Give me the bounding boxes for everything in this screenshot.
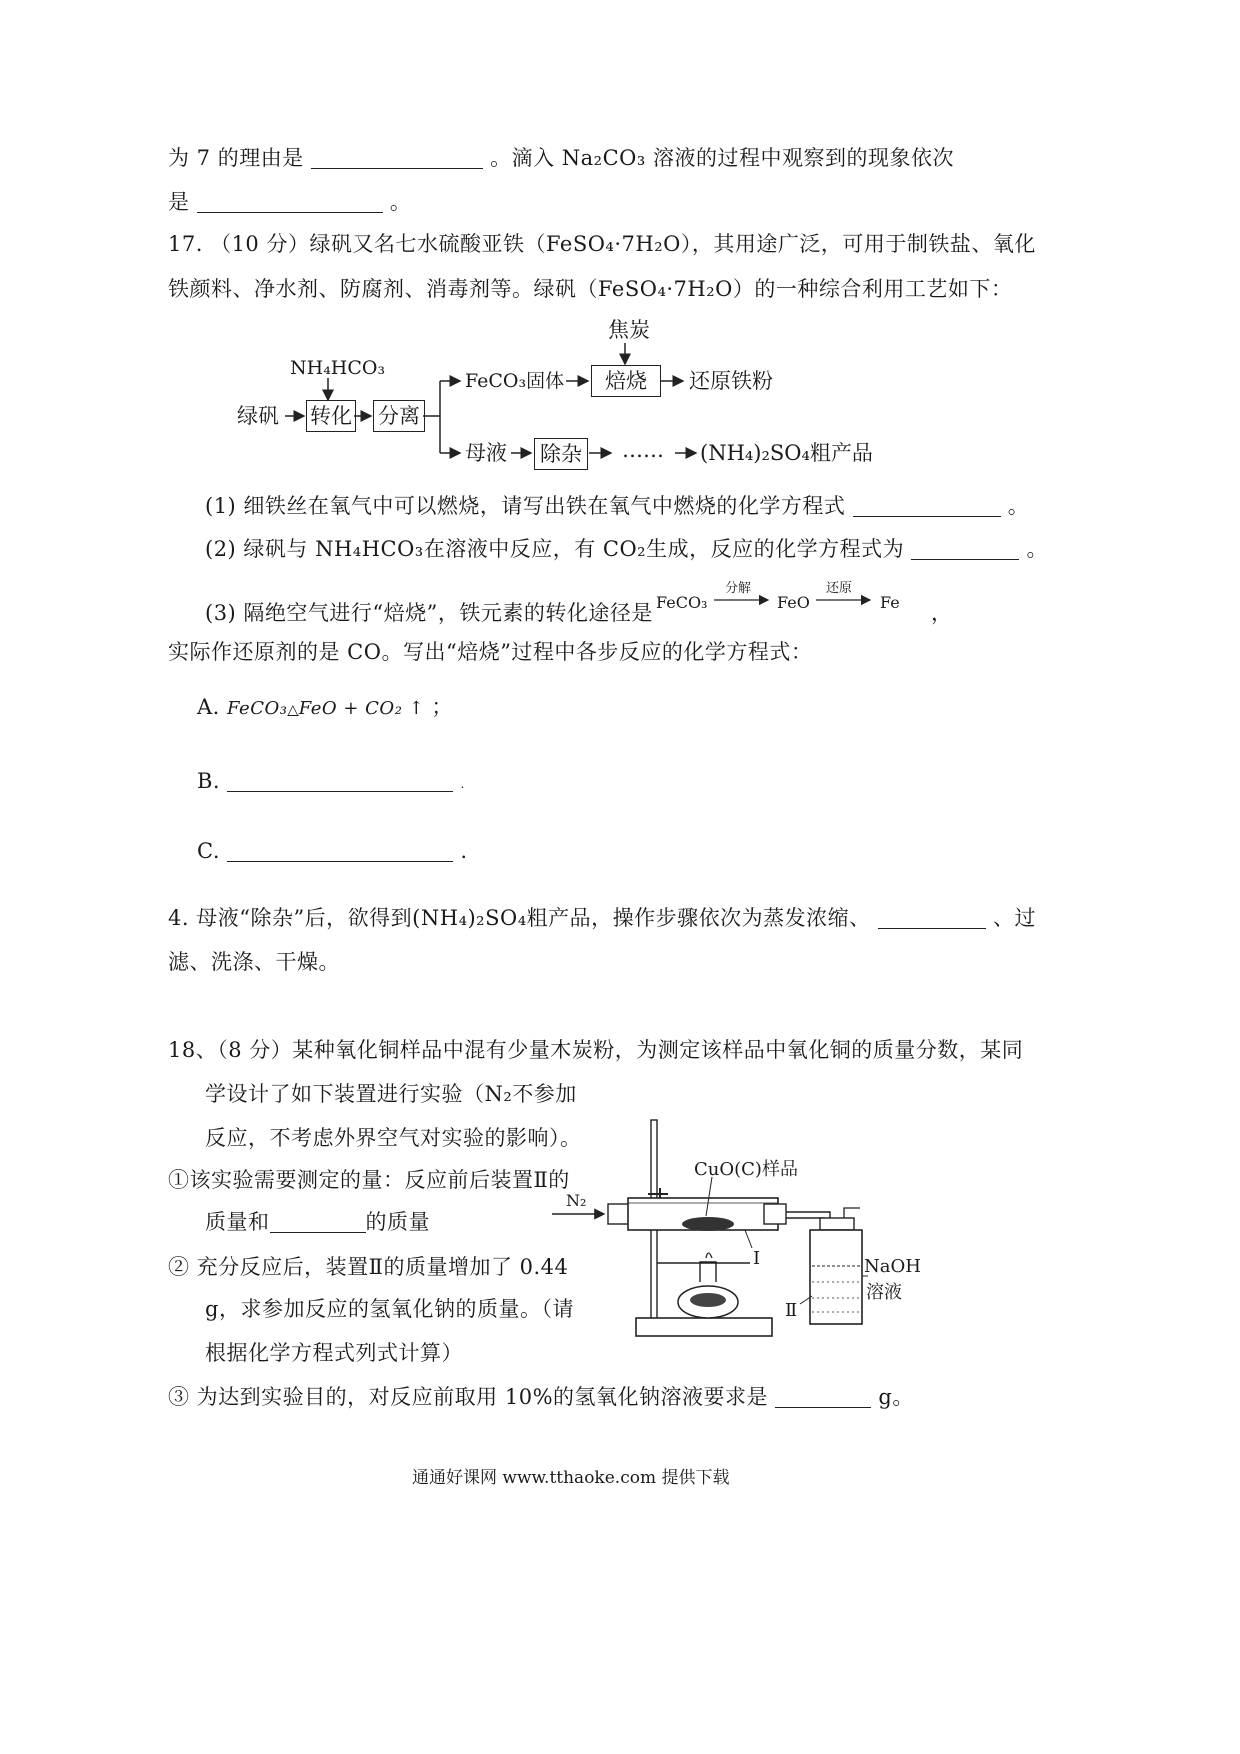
equation-b-end: . xyxy=(460,777,465,791)
q17-part4-line2: 滤、洗涤、干燥。 xyxy=(168,950,340,974)
q17-part1-text: (1) 细铁丝在氧气中可以燃烧，请写出铁在氧气中燃烧的化学方程式 xyxy=(205,494,846,518)
equation-a-lhs: FeCO₃ xyxy=(227,698,288,719)
q17-part3-comma: ， xyxy=(931,601,953,625)
q16-text: 。滴入 Na₂CO₃ 溶液的过程中观察到的现象依次 xyxy=(490,146,954,170)
q18-step1-text: 质量和 xyxy=(205,1210,270,1234)
flow-box-roast: 焙烧 xyxy=(591,365,661,397)
q16-text: 为 7 的理由是 xyxy=(168,146,304,170)
page-footer: 通通好课网 www.tthaoke.com 提供下载 xyxy=(412,1468,730,1488)
equation-a-rhs: FeO + CO₂ ↑ xyxy=(298,698,425,719)
flow-box-purify: 除杂 xyxy=(534,438,588,470)
bottle-stopper xyxy=(820,1218,854,1230)
chain-species-1: FeCO₃ xyxy=(656,593,708,612)
label-I-pointer xyxy=(745,1230,752,1248)
q17-part2-end: 。 xyxy=(1026,537,1048,561)
label-II: Ⅱ xyxy=(785,1300,798,1321)
flow-branch-bottom: 母液 xyxy=(465,441,507,465)
lamp-fuel xyxy=(690,1293,726,1307)
q17-part4-text-end: 、过 xyxy=(993,906,1036,930)
stand-base xyxy=(636,1318,772,1336)
lamp-wick-holder xyxy=(700,1262,716,1282)
q18-step2-line3: 根据化学方程式列式计算） xyxy=(205,1341,463,1365)
reagent-label-1: NaOH xyxy=(864,1256,921,1277)
q18-step2-line2: g，求参加反应的氢氧化钠的质量。（请 xyxy=(205,1297,574,1321)
q17-part1-end: 。 xyxy=(1007,494,1030,518)
flow-product-bottom: (NH₄)₂SO₄粗产品 xyxy=(700,441,873,465)
label-I: Ⅰ xyxy=(753,1248,761,1269)
inlet-stopper xyxy=(608,1204,630,1224)
gas-label: N₂ xyxy=(566,1191,587,1210)
q18-intro-line3: 反应，不考虑外界空气对实验的影响）。 xyxy=(205,1126,582,1150)
reagent-label-2: 溶液 xyxy=(866,1282,902,1303)
sample-label: CuO(C)样品 xyxy=(694,1159,798,1180)
q17-part3-line2: 实际作还原剂的是 CO。写出“焙烧”过程中各步反应的化学方程式： xyxy=(168,640,813,664)
q18-step1-line1: ①该实验需要测定的量：反应前后装置Ⅱ的 xyxy=(168,1168,570,1192)
q16-text: 。 xyxy=(389,190,412,214)
flow-branch-top: FeCO₃固体 xyxy=(465,370,565,392)
equation-b-label: B. xyxy=(197,769,221,793)
q18-step1-text-end: 的质量 xyxy=(365,1210,430,1234)
chain-label-1: 分解 xyxy=(725,581,752,596)
q17-intro-line1: 17. （10 分）绿矾又名七水硫酸亚铁（FeSO₄·7H₂O），其用途广泛，可用于制铁盐、氧化 xyxy=(168,232,1036,256)
flow-product-top: 还原铁粉 xyxy=(689,369,773,393)
flow-dots: …… xyxy=(622,438,664,462)
q18-step2-line1: ② 充分反应后，装置Ⅱ的质量增加了 0.44 xyxy=(168,1255,569,1279)
q17-part4-text: 4. 母液“除杂”后，欲得到(NH₄)₂SO₄粗产品，操作步骤依次为蒸发浓缩、 xyxy=(168,906,871,930)
sample-heap-icon xyxy=(682,1217,734,1231)
q18-intro-line1: 18、（8 分）某种氧化铜样品中混有少量木炭粉，为测定该样品中氧化铜的质量分数，某同 xyxy=(168,1038,1024,1062)
equation-a-condition: △ xyxy=(287,702,299,718)
flow-box-separate: 分离 xyxy=(373,400,425,432)
equation-c-label: C. xyxy=(197,839,220,863)
flow-reagent: NH₄HCO₃ xyxy=(290,357,386,379)
q17-part3-text: (3) 隔绝空气进行“焙烧”，铁元素的转化途径是 xyxy=(205,601,653,625)
equation-c-end: . xyxy=(460,839,468,863)
flow-start: 绿矾 xyxy=(237,404,279,428)
equation-a-label: A. xyxy=(197,695,220,719)
q18-step3-end: g。 xyxy=(878,1385,914,1409)
flow-coke: 焦炭 xyxy=(608,318,650,342)
flow-box-convert: 转化 xyxy=(306,400,356,432)
chain-label-2: 还原 xyxy=(826,581,853,596)
q18-intro-line2: 学设计了如下装置进行实验（N₂不参加 xyxy=(205,1082,577,1106)
flame-icon xyxy=(706,1253,712,1258)
bottle-outlet-tube xyxy=(844,1208,860,1218)
q17-intro-line2: 铁颜料、净水剂、防腐剂、消毒剂等。绿矾（FeSO₄·7H₂O）的一种综合利用工艺如下： xyxy=(168,277,1013,301)
q16-text: 是 xyxy=(168,190,190,214)
gas-washing-bottle xyxy=(810,1230,862,1324)
q17-part2-text: (2) 绿矾与 NH₄HCO₃在溶液中反应，有 CO₂生成，反应的化学方程式为 xyxy=(205,537,905,561)
outlet-stopper xyxy=(764,1204,786,1224)
chain-species-3: Fe xyxy=(880,593,900,612)
chain-species-2: FeO xyxy=(777,593,810,612)
q18-step3-text: ③ 为达到实验目的，对反应前取用 10%的氢氧化钠溶液要求是 xyxy=(168,1385,769,1409)
equation-a-end: ； xyxy=(431,695,453,719)
